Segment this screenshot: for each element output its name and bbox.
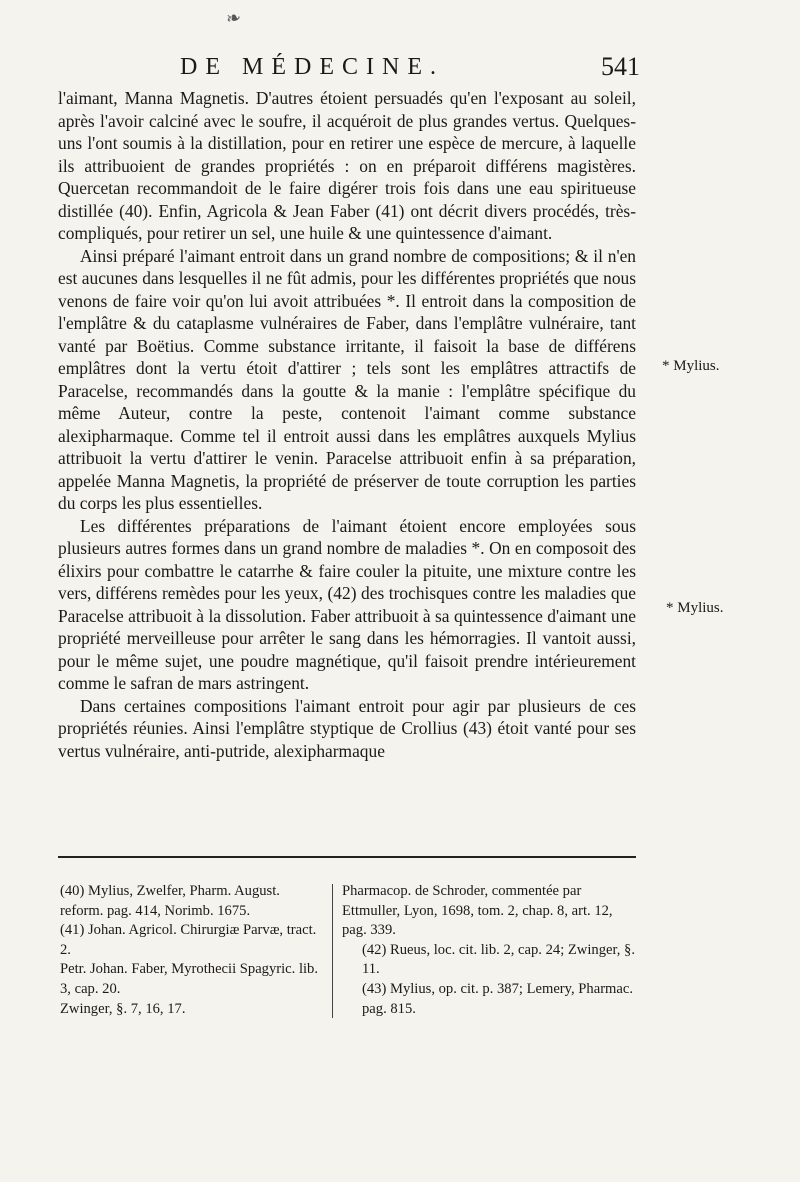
- footnote: Zwinger, §. 7, 16, 17.: [60, 1000, 186, 1017]
- paragraph: Ainsi préparé l'aimant entroit dans un grand nombre de compositions; & il n'en est aucunes dans lesquelles il ne fût admis, pour les différentes propriétés que nous venons de faire voir qu'on lui avoit attribuées *. Il entroit dans la composition de l'emplâtre & du cataplasme vulnéraires de Faber, dans l'emplâtre vulnéraire, tant vanté par Boëtius. Comme substance irritante, il faisoit la base de différens emplâtres dont la vertu étoit d'attirer ; tels sont les emplâtres attractifs de Paracelse, recommandés dans la goutte & la manie : l'emplâtre spécifique du même Auteur, contre la peste, contenoit l'aimant comme substance alexipharmaque. Comme tel il entroit aussi dans les emplâtres auxquels Mylius attribuoit la vertu d'attirer le venin. Paracelse attribuoit enfin à sa préparation, appelée Manna Magnetis, la propriété de préserver de toute corruption les parties du corps les plus essentielles.: [58, 245, 636, 513]
- footnotes-right-column: [342, 882, 640, 1019]
- footnote: (40) Mylius, Zwelfer, Pharm. August. reform. pag. 414, Norimb. 1675.: [60, 883, 280, 919]
- footnote: (43) Mylius, op. cit. p. 387; Lemery, Pharmac. pag. 815.: [362, 980, 634, 1017]
- page-header: [180, 54, 640, 86]
- footnote-column-divider: [332, 884, 333, 1018]
- footnotes: [40, 882, 640, 1032]
- running-title: DE MÉDECINE.: [180, 54, 444, 80]
- footnote: (41) Johan. Agricol. Chirurgiæ Parvæ, tract. 2.: [60, 922, 317, 958]
- paragraph: l'aimant, Manna Magnetis. D'autres étoient persuadés qu'en l'exposant au soleil, après l'avoir calciné avec le soufre, il acquéroit de plus grandes vertus. Quelques-uns l'ont soumis à la distillation, pour en retirer une espèce de mercure, à laquelle ils attribuoient de grandes propriétés : on en préparoit différens magistères. Quercetan recommandoit de le faire digérer trois fois dans une eau spiritueuse distillée (40). Enfin, Agricola & Jean Faber (41) ont décrit divers procédés, très-compliqués, pour retirer un sel, une huile & une quintessence d'aimant.: [58, 88, 636, 243]
- margin-note: * Mylius.: [662, 358, 720, 374]
- footnotes-left-column: [40, 882, 322, 1019]
- page-number: 541: [601, 52, 640, 81]
- footnote: (42) Rueus, loc. cit. lib. 2, cap. 24; Zwinger, §. 11.: [362, 941, 635, 978]
- body-text: [58, 87, 636, 762]
- ornament-icon: ❧: [224, 6, 243, 31]
- footnote: Petr. Johan. Faber, Myrothecii Spagyric. lib. 3, cap. 20.: [60, 961, 319, 997]
- paragraph: Dans certaines compositions l'aimant entroit pour agir par plusieurs de ces propriétés réunies. Ainsi l'emplâtre styptique de Crollius (43) étoit vanté pour ses vertus vulnéraire, anti-putride, alexipharmaque: [58, 695, 636, 761]
- footnote: Pharmacop. de Schroder, commentée par Ettmuller, Lyon, 1698, tom. 2, chap. 8, art. 12, pag. 339.: [342, 883, 613, 939]
- footnote-rule: [58, 856, 636, 858]
- margin-note: * Mylius.: [666, 600, 724, 616]
- paragraph: Les différentes préparations de l'aimant étoient encore employées sous plusieurs autres formes dans un grand nombre de maladies *. On en composoit des élixirs pour combattre le catarrhe & faire couler la pituite, une mixture contre les vers, différens remèdes pour les yeux, (42) des trochisques contre les maladies que Paracelse attribuoit à la dissolution. Faber attribuoit à sa quintessence d'aimant une propriété merveilleuse pour arrêter le sang dans les hémorragies. Il vantoit aussi, pour le même sujet, une poudre magnétique, qu'il faisoit prendre intérieurement comme le safran de mars astringent.: [58, 515, 636, 693]
